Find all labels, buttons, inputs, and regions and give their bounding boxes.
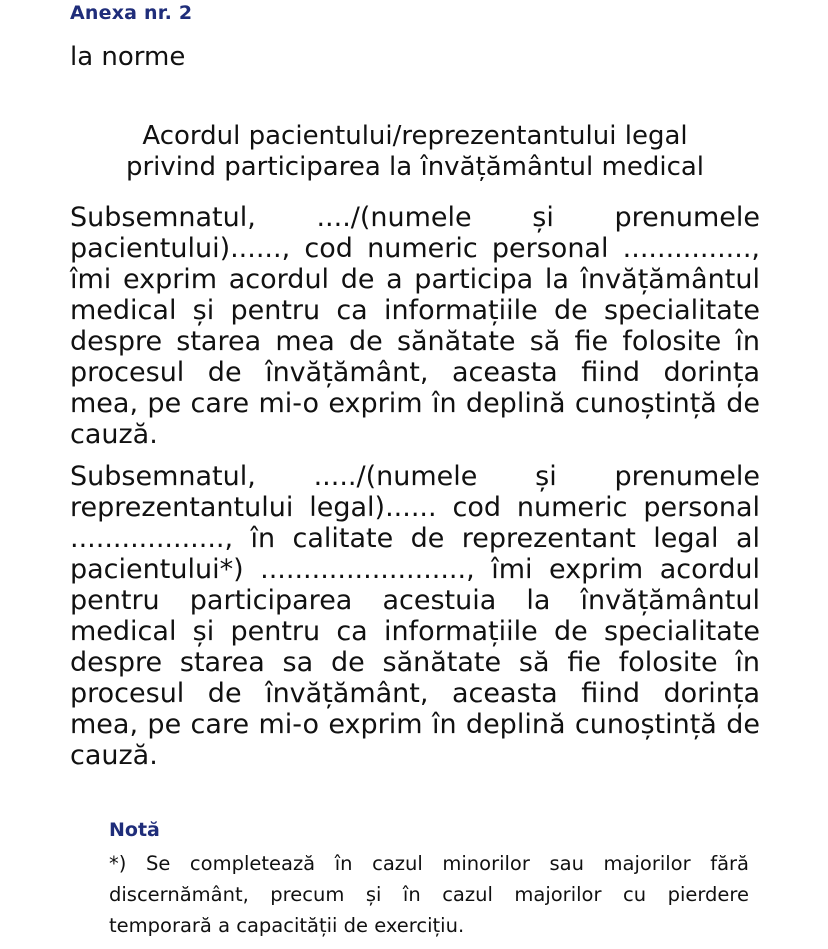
annex-title: Anexa nr. 2 <box>70 2 193 24</box>
document-title-line-1: Acordul pacientului/reprezentantului legal <box>142 121 688 151</box>
patient-consent-paragraph: Subsemnatul, ..../(numele și prenumele pacientului)......, cod numeric personal ..............., îmi exprim acordul de a participa la învățământul medical și pentru ca informațiile de specialitate despre starea mea de sănătate să fie folosite în procesul de învățământ, aceasta fiind dorința mea, pe care mi-o exprim în deplină cunoștință de cauză. <box>70 202 760 450</box>
note-body: *) Se completează în cazul minorilor sau majorilor fără discernământ, precum și în cazul majorilor cu pierdere temporară a capacității de exercițiu. <box>109 852 749 937</box>
annex-subtitle: la norme <box>70 42 186 72</box>
document-title <box>70 121 760 183</box>
document-title-line-2: privind participarea la învățământul medical <box>125 152 705 182</box>
note-title: Notă <box>109 819 160 841</box>
representative-consent-paragraph: Subsemnatul, ...../(numele și prenumele reprezentantului legal)...... cod numeric personal .................., în calitate de reprezentant legal al pacientului*) ........................, îmi exprim acordul pentru participarea acestuia la învățământul medical și pentru ca informațiile de specialitate despre starea sa de sănătate să fie folosite în procesul de învățământ, aceasta fiind dorința mea, pe care mi-o exprim în deplină cunoștință de cauză. <box>70 461 760 771</box>
